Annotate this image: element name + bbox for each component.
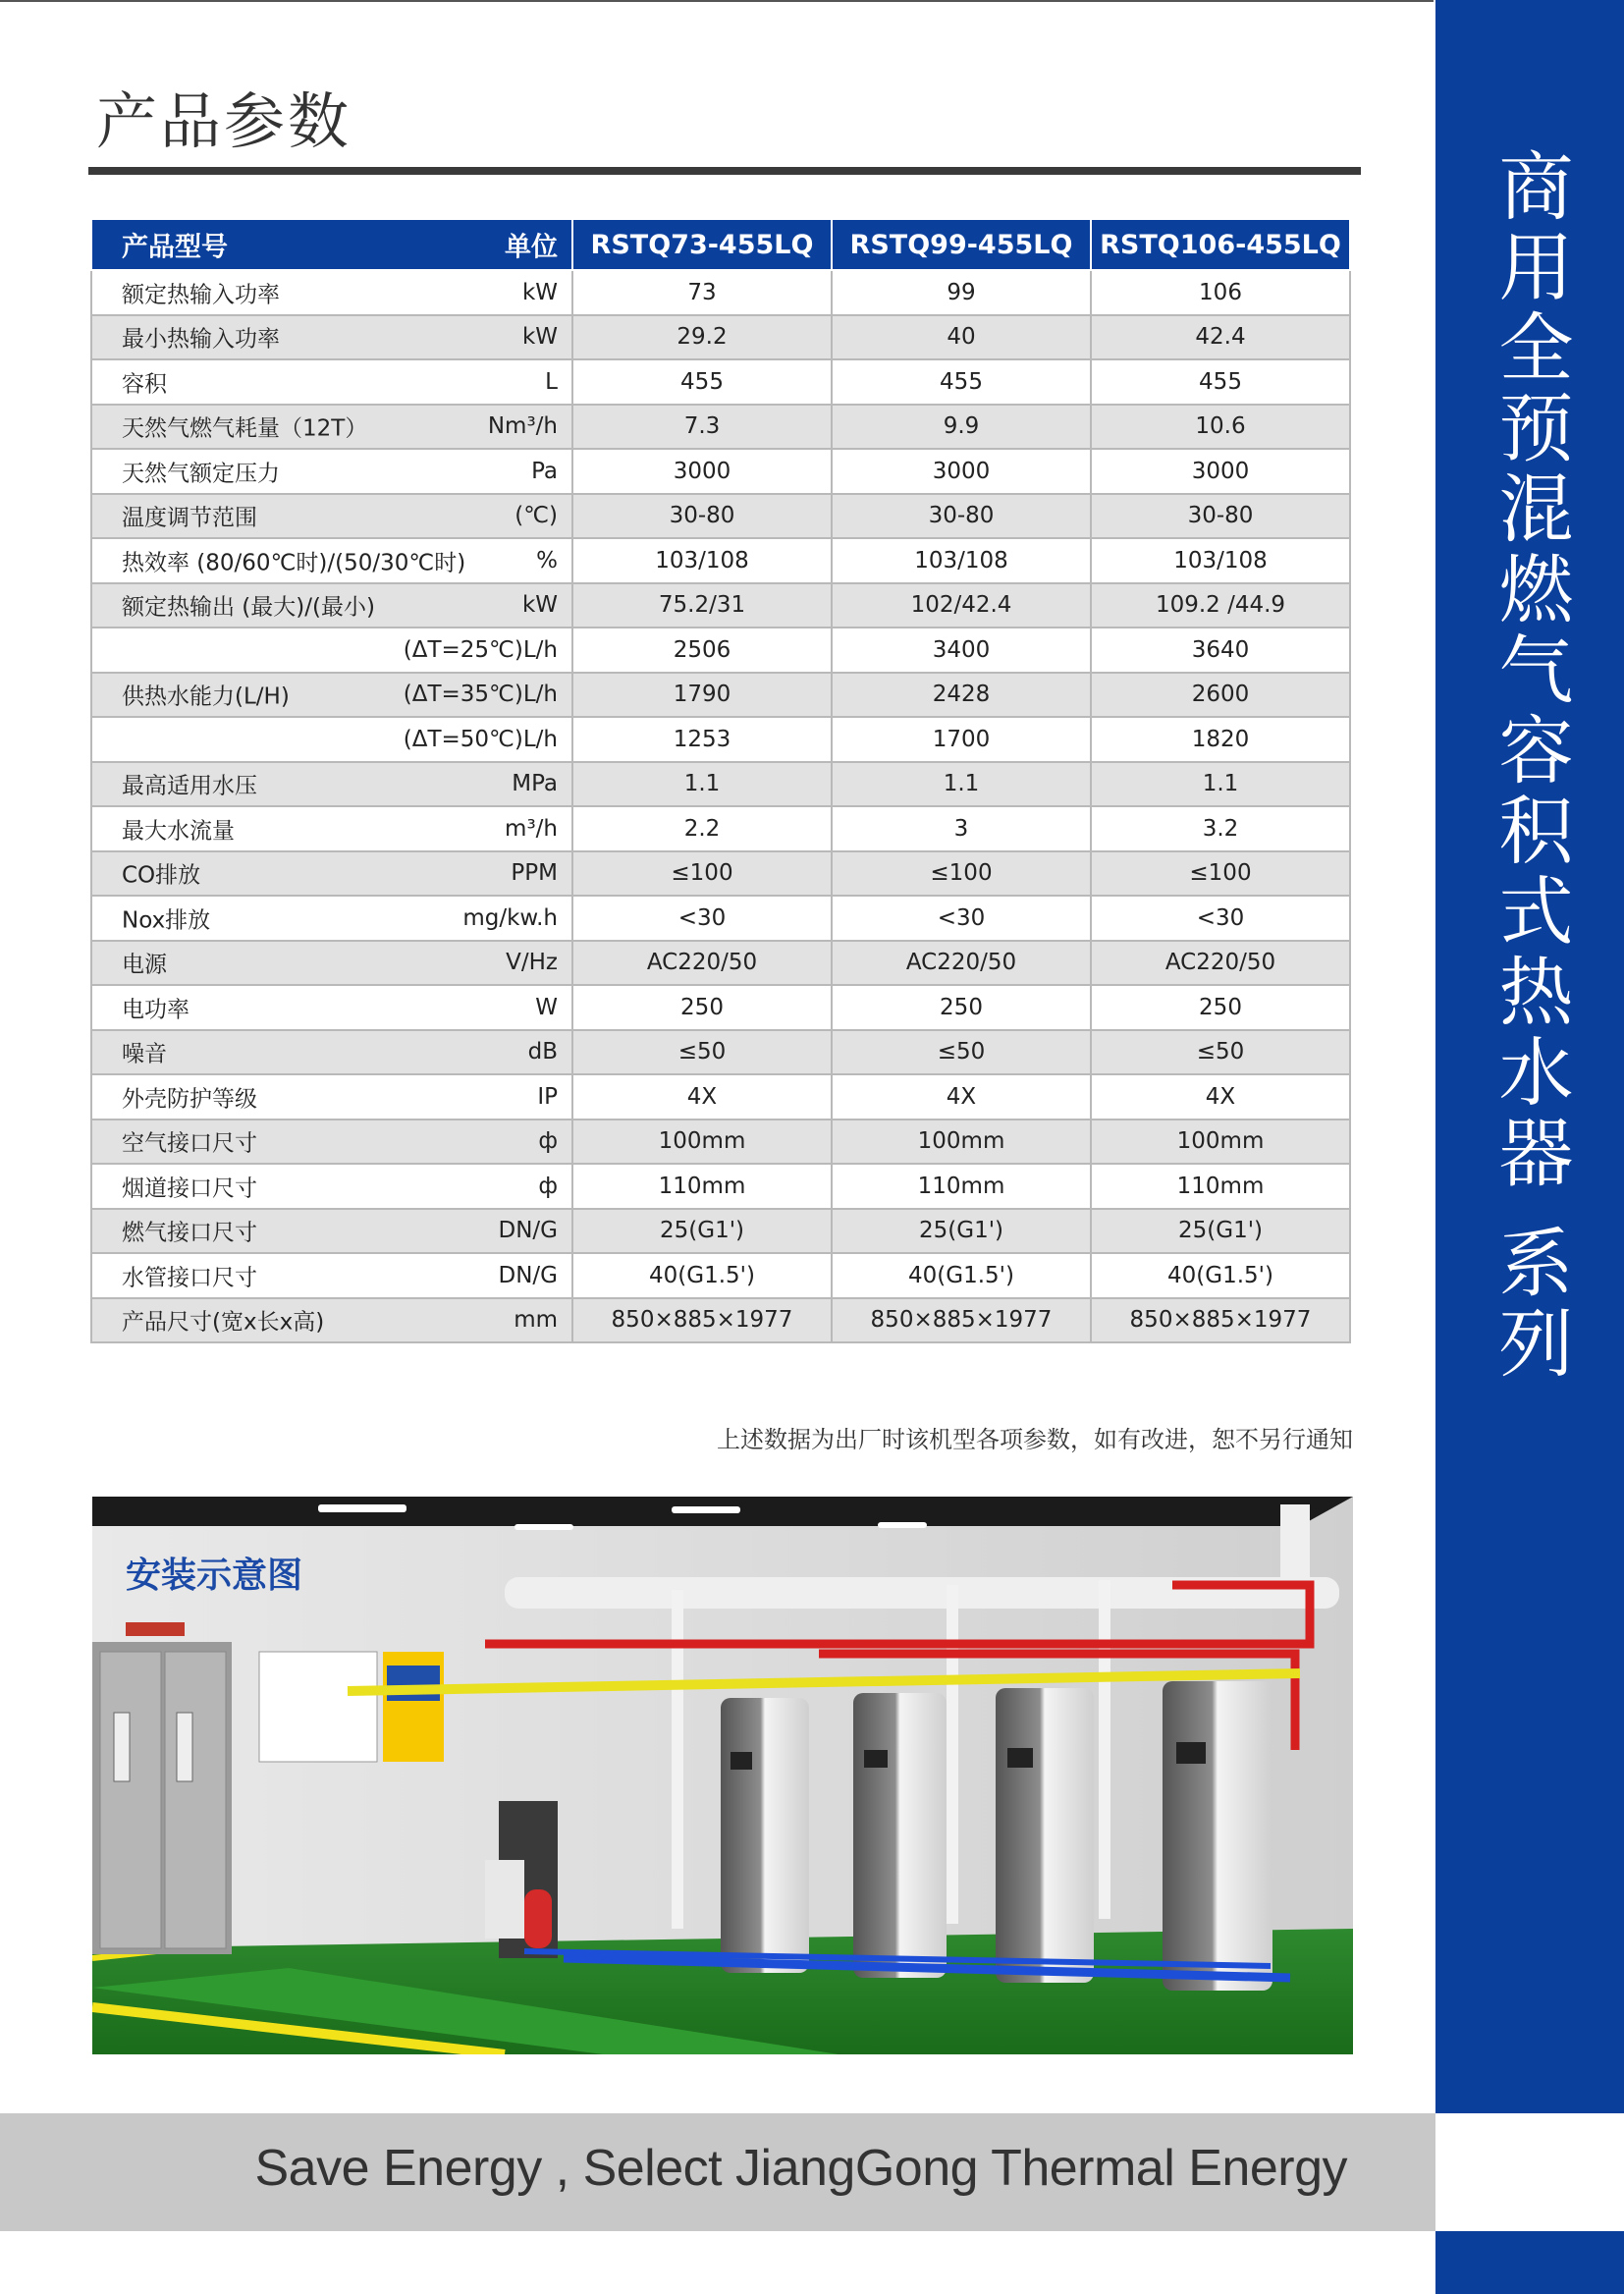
param-value-model-3: 3000 [1091,449,1350,494]
param-value-model-2: <30 [832,896,1091,941]
param-unit: V/Hz [506,950,558,976]
param-label: 电源 [122,952,167,978]
param-value-model-2: AC220/50 [832,941,1091,986]
param-value-model-2: 1700 [832,717,1091,762]
param-name-cell [91,494,572,539]
param-value-model-1: AC220/50 [572,941,832,986]
param-label: 温度调节范围 [122,505,257,531]
param-value-model-3: 40(G1.5') [1091,1253,1350,1298]
param-value-model-1: 30-80 [572,494,832,539]
param-value-model-3: 4X [1091,1074,1350,1120]
param-value-model-1: 3000 [572,449,832,494]
param-name-cell [91,583,572,628]
param-value-model-1: 250 [572,985,832,1030]
param-value-model-1: 4X [572,1074,832,1120]
param-label: 供热水能力(L/H) [122,683,290,710]
param-value-model-1: ≤50 [572,1030,832,1075]
param-value-model-3: 250 [1091,985,1350,1030]
param-value-model-1: 1790 [572,673,832,718]
param-unit: MPa [512,771,558,797]
table-row [91,494,1350,539]
param-value-model-2: 2428 [832,673,1091,718]
param-value-model-2: 4X [832,1074,1091,1120]
param-label: 最大水流量 [122,818,235,845]
param-name-cell [91,1298,572,1343]
install-diagram-label: 安装示意图 [126,1556,303,1596]
param-value-model-2: 3400 [832,628,1091,673]
param-value-model-1: 25(G1') [572,1209,832,1254]
param-value-model-1: <30 [572,896,832,941]
param-value-model-2: 850×885×1977 [832,1298,1091,1343]
param-label: 额定热输入功率 [122,282,280,308]
title-divider [88,167,1361,175]
param-value-model-2: 455 [832,359,1091,405]
param-value-model-2: 25(G1') [832,1209,1091,1254]
table-row [91,315,1350,360]
param-value-model-1: ≤100 [572,851,832,897]
table-row [91,941,1350,986]
param-name-cell [91,1120,572,1165]
param-value-model-1: 1253 [572,717,832,762]
param-value-model-1: 2506 [572,628,832,673]
table-header-row [91,219,1350,270]
param-value-model-3: 25(G1') [1091,1209,1350,1254]
param-name-cell [91,762,572,807]
table-row [91,762,1350,807]
param-label: 热效率 (80/60℃时)/(50/30℃时) [122,550,466,576]
param-unit: ф [538,1128,558,1155]
table-row [91,1164,1350,1209]
param-name-cell [91,449,572,494]
param-label: 额定热输出 (最大)/(最小) [122,594,375,621]
param-value-model-1: 29.2 [572,315,832,360]
param-value-model-2: 1.1 [832,762,1091,807]
header-model-label: 产品型号 [122,232,228,263]
param-name-cell [91,1074,572,1120]
param-value-model-1: 40(G1.5') [572,1253,832,1298]
param-value-model-3: 106 [1091,270,1350,315]
param-value-model-2: 40 [832,315,1091,360]
param-name-cell [91,359,572,405]
param-value-model-2: 110mm [832,1164,1091,1209]
header-model-1: RSTQ73-455LQ [572,219,832,270]
param-name-cell [91,941,572,986]
param-value-model-1: 455 [572,359,832,405]
table-row [91,359,1350,405]
param-value-model-3: <30 [1091,896,1350,941]
param-value-model-3: 100mm [1091,1120,1350,1165]
param-value-model-3: 1820 [1091,717,1350,762]
table-row [91,1209,1350,1254]
param-name-cell [91,1030,572,1075]
page-title: 产品参数 [96,85,352,157]
param-unit: L [545,368,558,395]
table-row [91,1030,1350,1075]
table-row [91,806,1350,851]
table-row [91,1298,1350,1343]
table-row [91,628,1350,673]
side-band-bottom [1435,2231,1624,2294]
param-value-model-1: 850×885×1977 [572,1298,832,1343]
param-unit: mg/kw.h [462,904,558,931]
param-label: 产品尺寸(宽x长x高) [122,1309,325,1336]
table-row [91,1074,1350,1120]
table-row [91,673,1350,718]
param-value-model-3: 455 [1091,359,1350,405]
param-value-model-3: ≤100 [1091,851,1350,897]
param-value-model-3: 10.6 [1091,405,1350,450]
param-label: 烟道接口尺寸 [122,1175,257,1202]
top-rule [0,0,1434,2]
installation-photo [92,1497,1353,2054]
param-label: 天然气燃气耗量（12T） [122,415,368,442]
param-value-model-1: 110mm [572,1164,832,1209]
table-row [91,449,1350,494]
param-label: 天然气额定压力 [122,461,280,487]
param-value-model-1: 73 [572,270,832,315]
table-row [91,1253,1350,1298]
param-label: 电功率 [122,997,189,1023]
footer-band [0,2113,1435,2231]
param-name-cell [91,1164,572,1209]
series-title: 商用全预混燃气容积式热水器 系列 [1487,146,1574,1386]
param-label: 噪音 [122,1041,167,1067]
param-label: 容积 [122,371,167,398]
param-unit: Pa [531,458,558,484]
param-value-model-2: 3 [832,806,1091,851]
table-row [91,270,1350,315]
param-value-model-1: 103/108 [572,538,832,583]
param-unit: dB [527,1039,558,1065]
param-value-model-2: 99 [832,270,1091,315]
param-unit: IP [537,1083,558,1110]
param-value-model-3: AC220/50 [1091,941,1350,986]
param-value-model-3: 2600 [1091,673,1350,718]
param-value-model-2: ≤50 [832,1030,1091,1075]
param-value-model-1: 75.2/31 [572,583,832,628]
param-value-model-2: 250 [832,985,1091,1030]
table-row [91,717,1350,762]
param-value-model-2: 100mm [832,1120,1091,1165]
param-name-cell [91,315,572,360]
header-unit-label: 单位 [505,232,558,263]
param-label: 空气接口尺寸 [122,1130,257,1157]
param-name-cell [91,538,572,583]
header-model-2: RSTQ99-455LQ [832,219,1091,270]
table-row [91,1120,1350,1165]
param-name-cell [91,896,572,941]
table-row [91,405,1350,450]
param-value-model-2: 103/108 [832,538,1091,583]
param-unit: m³/h [505,815,558,842]
param-value-model-2: 9.9 [832,405,1091,450]
param-label: 燃气接口尺寸 [122,1220,257,1246]
header-model-3: RSTQ106-455LQ [1091,219,1350,270]
param-value-model-3: 3640 [1091,628,1350,673]
param-name-cell [91,985,572,1030]
param-value-model-1: 7.3 [572,405,832,450]
param-name-cell [91,851,572,897]
table-row [91,583,1350,628]
param-value-model-1: 1.1 [572,762,832,807]
param-label: 外壳防护等级 [122,1086,257,1113]
table-row [91,896,1350,941]
param-unit: (ΔT=35℃)L/h [403,682,558,708]
param-name-cell [91,673,572,718]
param-unit: DN/G [498,1262,558,1288]
water-heater-units [721,1681,1272,1991]
param-label: 最高适用水压 [122,773,257,799]
param-value-model-1: 2.2 [572,806,832,851]
param-unit: kW [521,324,558,351]
param-value-model-3: 850×885×1977 [1091,1298,1350,1343]
spec-table [90,218,1351,1343]
param-label: CO排放 [122,862,201,889]
param-unit: ф [538,1173,558,1199]
param-label: 最小热输入功率 [122,326,280,353]
param-value-model-3: 110mm [1091,1164,1350,1209]
footer-slogan: Save Energy , Select JiangGong Thermal Energy [254,2140,1347,2197]
table-row [91,851,1350,897]
table-row [91,985,1350,1030]
param-value-model-2: 3000 [832,449,1091,494]
param-name-cell [91,806,572,851]
param-name-cell [91,405,572,450]
param-value-model-2: 102/42.4 [832,583,1091,628]
param-name-cell [91,1209,572,1254]
param-unit: kW [521,279,558,305]
param-value-model-1: 100mm [572,1120,832,1165]
param-unit: PPM [511,860,558,887]
param-unit: (ΔT=25℃)L/h [403,636,558,663]
param-unit: % [536,547,558,574]
param-name-cell [91,1253,572,1298]
param-value-model-3: 109.2 /44.9 [1091,583,1350,628]
param-name-cell [91,270,572,315]
param-value-model-3: 30-80 [1091,494,1350,539]
param-value-model-2: 40(G1.5') [832,1253,1091,1298]
param-unit: (℃) [514,503,558,529]
param-value-model-3: 103/108 [1091,538,1350,583]
param-value-model-2: ≤100 [832,851,1091,897]
param-name-cell [91,628,572,673]
param-unit: Nm³/h [487,413,558,440]
header-model-cell [91,219,572,270]
param-value-model-3: 42.4 [1091,315,1350,360]
param-unit: (ΔT=50℃)L/h [403,726,558,752]
disclaimer-note: 上述数据为出厂时该机型各项参数，如有改进，恕不另行通知 [717,1426,1353,1453]
param-value-model-3: 3.2 [1091,806,1350,851]
param-unit: DN/G [498,1218,558,1244]
param-label: Nox排放 [122,907,211,934]
param-value-model-3: ≤50 [1091,1030,1350,1075]
param-value-model-2: 30-80 [832,494,1091,539]
param-unit: W [535,994,558,1020]
table-row [91,538,1350,583]
param-unit: kW [521,592,558,619]
param-value-model-3: 1.1 [1091,762,1350,807]
param-name-cell [91,717,572,762]
param-label: 水管接口尺寸 [122,1265,257,1291]
param-unit: mm [514,1307,558,1334]
